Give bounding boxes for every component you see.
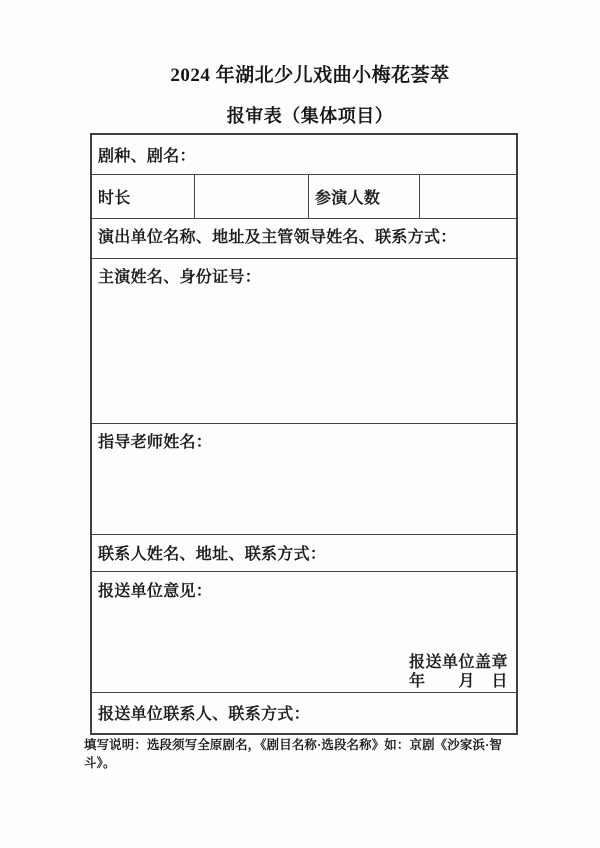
submitting-unit-contact-label: 报送单位联系人、联系方式： [98,706,310,723]
note-line-1: 填写说明：选段须写全原剧名，《剧目名称·选段名称》如：京剧《沙家浜·智 [84,738,502,752]
duration-label-cell [92,175,195,218]
submitting-unit-opinion-label: 报送单位意见： [98,583,213,600]
instructor-names-label: 指导老师姓名： [98,434,213,451]
date-year-month-day-label: 年 月 日 [408,673,508,690]
duration-label: 时长 [98,190,131,207]
performing-unit-info-label: 演出单位名称、地址及主管领导姓名、联系方式： [98,229,457,246]
row-performing-unit-info [92,219,516,259]
row-lead-performers [92,259,516,424]
participants-value-cell [420,175,516,218]
row-submitting-unit-contact [92,693,516,733]
fill-in-instructions-note [84,737,554,772]
opera-type-name-label: 剧种、剧名： [98,148,196,165]
participants-label: 参演人数 [315,190,381,207]
lead-performers-label: 主演姓名、身份证号： [98,269,262,286]
row-instructor-names [92,424,516,535]
page-subtitle: 报审表（集体项目） [226,106,394,126]
contact-person-label: 联系人姓名、地址、联系方式： [98,546,327,563]
row-submitting-unit-opinion [92,572,516,693]
row-duration-participants [92,175,516,219]
duration-value-cell [195,175,309,218]
participants-label-cell [309,175,420,218]
note-line-2: 斗》。 [84,755,116,770]
unit-seal-label: 报送单位盖章 [408,654,508,671]
application-form-table [90,133,518,735]
seal-and-date-block [409,653,508,691]
row-opera-type-and-name [92,135,516,175]
page-title: 2024 年湖北少儿戏曲小梅花荟萃 [170,65,450,86]
row-contact-person [92,535,516,572]
